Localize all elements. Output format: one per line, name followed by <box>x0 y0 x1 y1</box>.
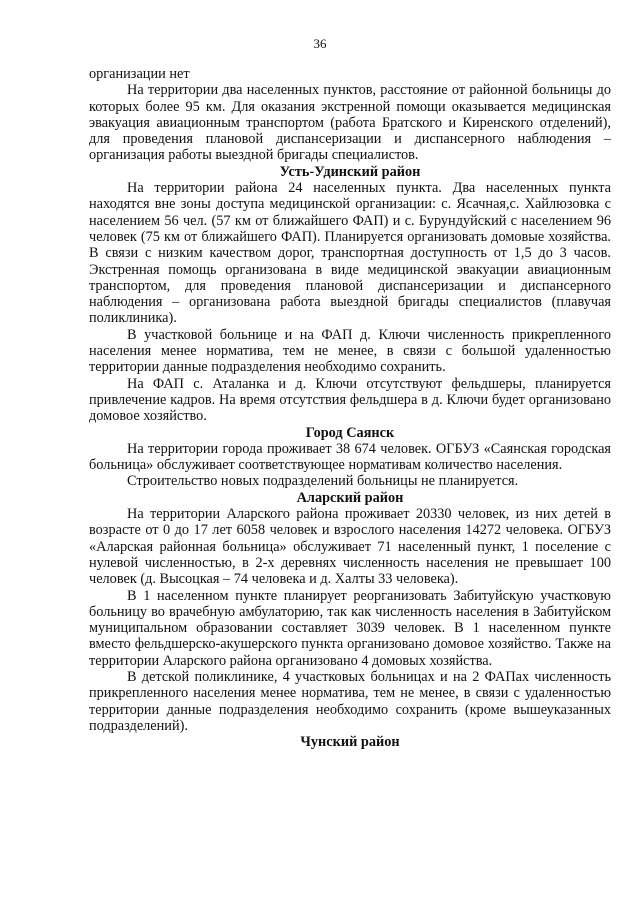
paragraph: На территории Аларского района проживает 20330 человек, из них детей в возрасте от 0 до 17 лет 6058 человек и взрослого населения 14272 человека. ОГБУЗ «Аларская районная больница» обслуживает 71 населенный пункт, 1 поселение с нулевой численностью, в 2-х деревнях численность населения не превышает 100 человек (д. Высоцкая – 74 человека и д. Халты 33 человека). <box>89 506 611 588</box>
paragraph: В 1 населенном пункте планирует реорганизовать Забитуйскую участковую больницу во врачебную амбулаторию, так как численность населения в Забитуйском муниципальном образовании составляет 3039 человек. В 1 населенном пункте вместо фельдшерско-акушерского пункта организовано домовое хозяйство. Также на территории Аларского района организовано 4 домовых хозяйства. <box>89 587 611 669</box>
paragraph: На территории два населенных пунктов, расстояние от районной больницы до которых более 95 км. Для оказания экстренной помощи оказывается медицинская эвакуация авиационным транспортом (работа Братского и Киренского отделений), для проведения плановой диспансеризации и диспансерного наблюдения – организация работы выездной бригады специалистов. <box>89 82 611 164</box>
section-heading: Аларский район <box>296 489 404 506</box>
paragraph: На территории города проживает 38 674 человек. ОГБУЗ «Саянская городская больница» обслуживает соответствующее нормативам количество населения. <box>89 440 611 474</box>
paragraph: На территории района 24 населенных пункта. Два населенных пункта находятся вне зоны доступа медицинской организации: с. Ясачная,с. Хайлюзовка с населением 56 чел. (57 км от ближайшего ФАП) и с. Бурундуйский с населением 96 человек (75 км от ближайшего ФАП). Планируется организовать домовые хозяйства. В связи с низким качеством дорог, транспортная доступность от 1,5 до 3 часов. Экстренная помощь организована в виде медицинской эвакуации авиационным транспортом, для проведения плановой диспансеризации и диспансерного наблюдения – организована работа выездной бригады специалистов (плавучая поликлиника). <box>89 180 611 327</box>
paragraph: организации нет <box>89 66 190 82</box>
section-heading: Усть-Удинский район <box>279 163 421 180</box>
page-number: 36 <box>313 36 327 51</box>
paragraph: В детской поликлинике, 4 участковых больницах и на 2 ФАПах численность прикрепленного населения менее норматива, тем не менее, в связи с удаленностью территории данные подразделения необходимо сохранить (кроме вышеуказанных подразделений). <box>89 668 611 734</box>
document-body <box>89 66 611 750</box>
section-heading: Город Саянск <box>305 424 395 441</box>
paragraph: Строительство новых подразделений больницы не планируется. <box>127 473 519 490</box>
paragraph: На ФАП с. Аталанка и д. Ключи отсутствуют фельдшеры, планируется привлечение кадров. На время отсутствия фельдшера в д. Ключи будет организовано домовое хозяйство. <box>89 375 611 425</box>
paragraph: В участковой больнице и на ФАП д. Ключи численность прикрепленного населения менее норматива, тем не менее, в связи с большой удаленностью территории данные подразделения необходимо сохранить. <box>89 326 611 376</box>
section-heading: Чунский район <box>300 734 400 751</box>
